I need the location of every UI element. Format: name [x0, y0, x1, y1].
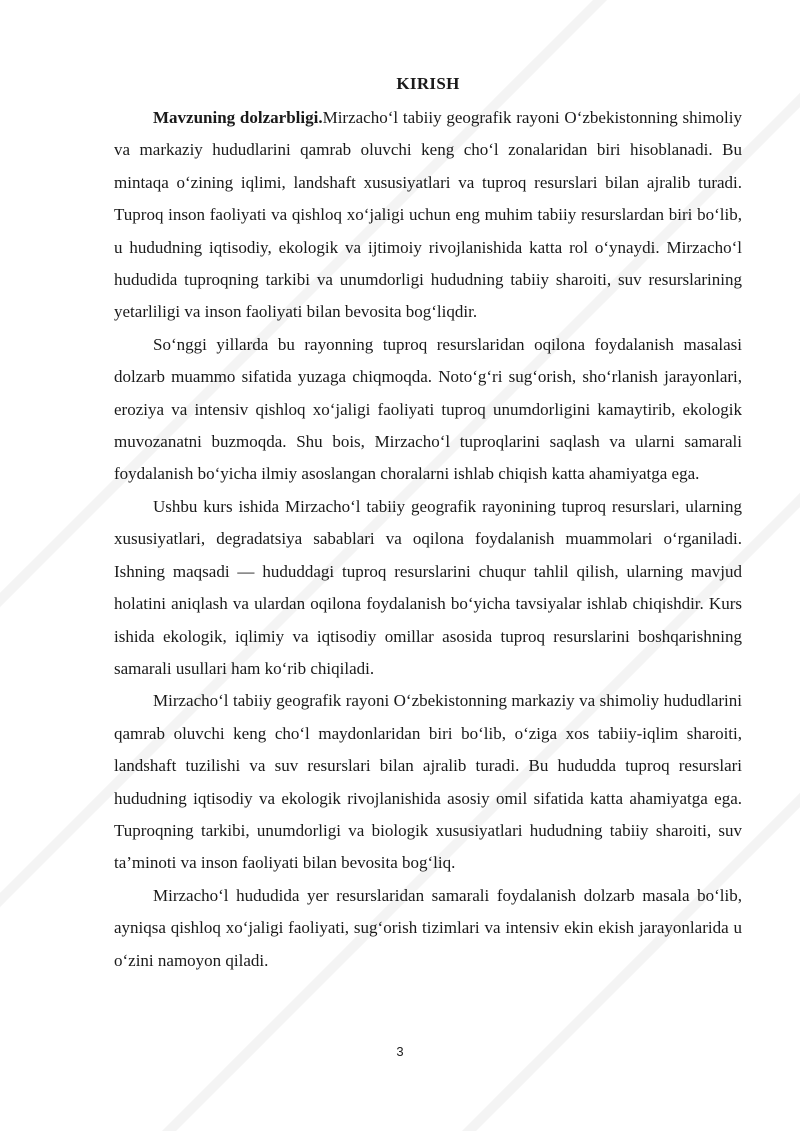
paragraph-text: Mirzacho‘l tabiiy geografik rayoni O‘zbekistonning shimoliy va markaziy hududlarini qamrab oluvchi keng cho‘l zonalaridan biri hisoblanadi. Bu mintaqa o‘zining iqlimi, landshaft xususiyatlari va tuproq resurslari bilan ajralib turadi. Tuproq inson faoliyati va qishloq xo‘jaligi uchun eng muhim tabiiy resurslardan biri bo‘lib, u hududning iqtisodiy, ekologik va ijtimoiy rivojlanishida katta rol o‘ynaydi. Mirzacho‘l hududida tuproqning tarkibi va unumdorligi hududning tabiiy sharoiti, suv resurslarining yetarliligi va inson faoliyati bilan bevosita bog‘liqdir. [114, 108, 742, 322]
section-title: KIRISH [396, 74, 460, 93]
page-number: 3 [396, 1044, 404, 1059]
paragraph-5 [114, 880, 742, 977]
paragraph-4 [114, 685, 742, 879]
paragraph-text: So‘nggi yillarda bu rayonning tuproq resurslaridan oqilona foydalanish masalasi dolzarb muammo sifatida yuzaga chiqmoqda. Noto‘g‘ri sug‘orish, sho‘rlanish jarayonlari, eroziya va intensiv qishloq xo‘jaligi faoliyati tuproq unumdorligini kamaytirib, ekologik muvozanatni buzmoqda. Shu bois, Mirzacho‘l tuproqlarini saqlash va ularni samarali foydalanish bo‘yicha ilmiy asoslangan choralarni ishlab chiqish katta ahamiyatga ega. [114, 334, 742, 484]
paragraph-3 [114, 491, 742, 685]
paragraph-1 [114, 102, 742, 329]
paragraph-lead: Mavzuning dolzarbligi. [153, 108, 323, 127]
document-page [114, 72, 742, 977]
paragraph-text: Mirzacho‘l tabiiy geografik rayoni O‘zbekistonning markaziy va shimoliy hududlarini qamrab oluvchi keng cho‘l maydonlaridan biri bo‘lib, o‘ziga xos tabiiy-iqlim sharoiti, landshaft tuzilishi va suv resurslari bilan ajralib turadi. Bu hududda tuproq resurslari hududning iqtisodiy va ekologik rivojlanishida asosiy omil sifatida katta ahamiyatga ega. Tuproqning tarkibi, unumdorligi va biologik xususiyatlari hududning tabiiy sharoiti, suv ta’minoti va inson faoliyati bilan bevosita bog‘liq. [114, 691, 742, 873]
paragraph-text: Mirzacho‘l hududida yer resurslaridan samarali foydalanish dolzarb masala bo‘lib, ayniqsa qishloq xo‘jaligi faoliyati, sug‘orish tizimlari va intensiv ekin ekish jarayonlarida u o‘zini namoyon qiladi. [114, 885, 742, 970]
paragraph-2 [114, 329, 742, 491]
paragraph-text: Ushbu kurs ishida Mirzacho‘l tabiiy geografik rayonining tuproq resurslari, ularning xususiyatlari, degradatsiya sabablari va oqilona foydalanish muammolari o‘rganiladi. Ishning maqsadi — hududdagi tuproq resurslarini chuqur tahlil qilish, ularning mavjud holatini aniqlash va ulardan oqilona foydalanish bo‘yicha tavsiyalar ishlab chiqishdir. Kurs ishida ekologik, iqlimiy va iqtisodiy omillar asosida tuproq resurslarini boshqarishning samarali usullari ham ko‘rib chiqiladi. [114, 496, 742, 678]
